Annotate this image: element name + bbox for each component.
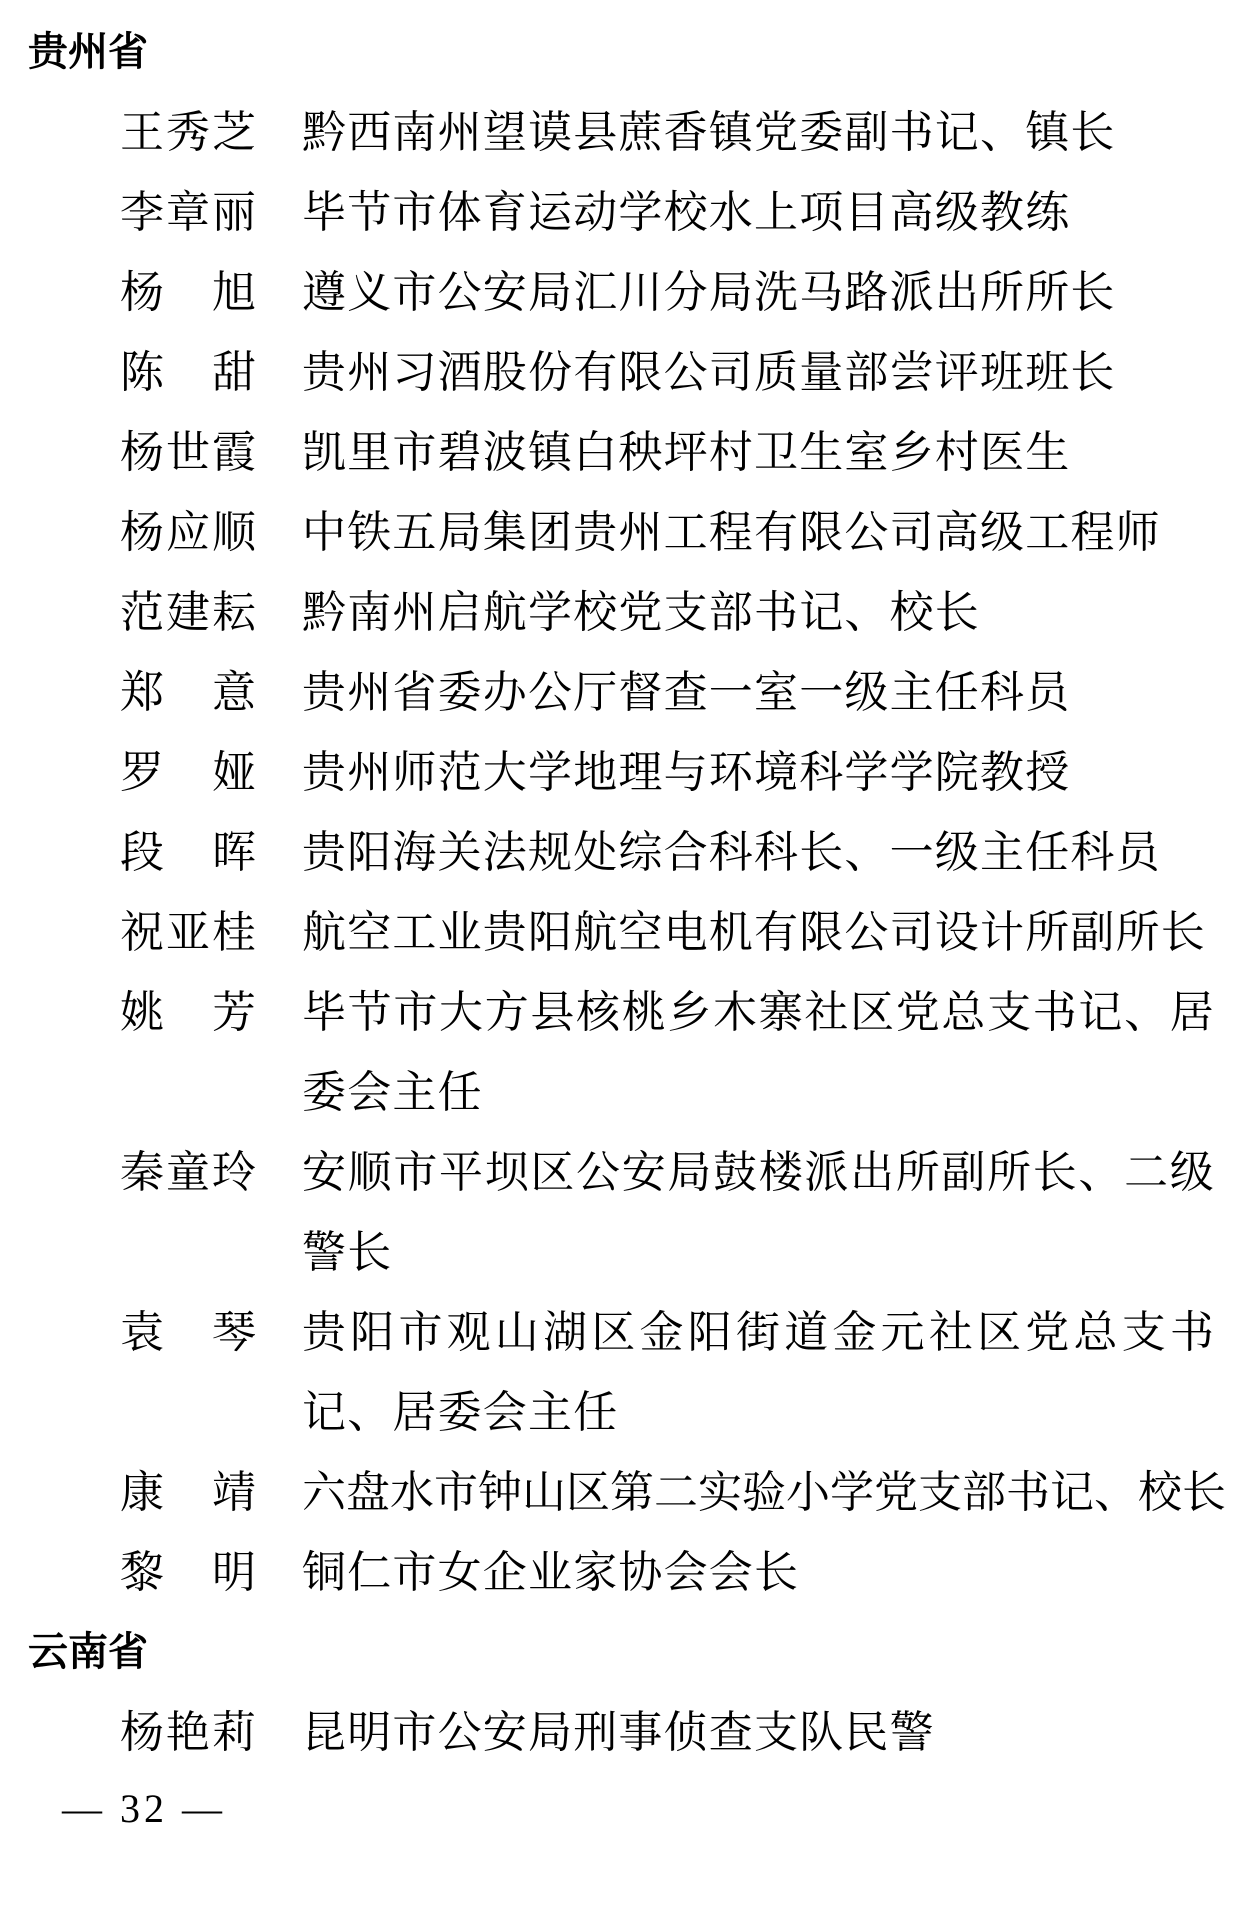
character: 节 (347, 988, 392, 1037)
character: 秀 (166, 108, 210, 157)
list-item (0, 328, 1242, 408)
entry-title-text: 铜仁市女企业家协会会长 (302, 1548, 800, 1597)
character: 陈 (120, 348, 164, 397)
entry-title (302, 408, 1214, 488)
character: 靖 (212, 1468, 256, 1517)
entry-title (302, 1128, 1214, 1288)
character: 公 (576, 1148, 621, 1197)
character: 建 (166, 588, 210, 637)
character: 市 (398, 1308, 443, 1357)
character: 区 (530, 1148, 575, 1197)
character: 娅 (212, 748, 256, 797)
character: 鼓 (713, 1148, 758, 1197)
entry-title-text: 贵州省委办公厅督查一室一级主任科员 (302, 668, 1071, 717)
entry-title-line (302, 248, 1214, 328)
entry-name (120, 568, 256, 648)
character: 秦 (120, 1148, 164, 1197)
character: 艳 (166, 1708, 210, 1757)
entry-name (120, 648, 256, 728)
character: 、 (1124, 988, 1169, 1037)
character: 道 (784, 1308, 829, 1357)
entry-title-line (302, 808, 1214, 888)
list-item (0, 1528, 1242, 1608)
character: 范 (120, 588, 164, 637)
list-item (0, 248, 1242, 328)
character: 童 (166, 1148, 210, 1197)
character: 顺 (347, 1148, 392, 1197)
character: 亚 (166, 908, 210, 957)
list-item (0, 1448, 1242, 1528)
entry-title (302, 1288, 1214, 1448)
character: 区 (850, 988, 895, 1037)
entry-title-line (302, 88, 1214, 168)
entry-title-line (302, 1288, 1214, 1368)
entry-title (302, 488, 1214, 568)
page-number (62, 1768, 1242, 1848)
character: 级 (1169, 1148, 1214, 1197)
character: 木 (713, 988, 758, 1037)
character: 社 (804, 988, 849, 1037)
entry-name (120, 88, 256, 168)
entry-title-text: 委会主任 (302, 1068, 483, 1117)
entry-title-line (302, 1688, 1214, 1768)
entry-name (120, 1528, 256, 1608)
page-number-label: — 32 — (62, 1785, 226, 1831)
entry-name (120, 488, 256, 568)
character: 市 (393, 988, 438, 1037)
entry-title (302, 568, 1214, 648)
character: 杨 (120, 428, 164, 477)
character: 山 (494, 1308, 539, 1357)
character: 所 (895, 1148, 940, 1197)
entry-title-text: 警长 (302, 1228, 393, 1277)
entry-title-text: 记、居委会主任 (302, 1388, 619, 1437)
entry-title-text: 凯里市碧波镇白秧坪村卫生室乡村医生 (302, 428, 1071, 477)
character: 长 (1032, 1148, 1077, 1197)
entry-title-line (302, 968, 1214, 1048)
character: 区 (591, 1308, 636, 1357)
character: 姚 (120, 988, 164, 1037)
character: 杨 (120, 1708, 164, 1757)
entry-name (120, 168, 256, 248)
entry-title-line (302, 1528, 1214, 1608)
character: 方 (484, 988, 529, 1037)
entry-title-line (302, 168, 1214, 248)
character: 罗 (120, 748, 164, 797)
section-header: 云南省 (28, 1629, 148, 1674)
entry-name (120, 968, 256, 1048)
entry-title-text: 航空工业贵阳航空电机有限公司设计所副所长 (302, 908, 1206, 957)
entry-title (302, 88, 1214, 168)
award-recipient-list (0, 8, 1242, 1768)
list-item (0, 888, 1242, 968)
character: 芳 (212, 988, 256, 1037)
list-item (0, 1688, 1242, 1768)
character: 居 (1169, 988, 1214, 1037)
character: 街 (735, 1308, 780, 1357)
entry-name (120, 248, 256, 328)
entry-title (302, 888, 1214, 968)
character: 玲 (212, 1148, 256, 1197)
list-item (0, 488, 1242, 568)
character: 安 (621, 1148, 666, 1197)
entry-name (120, 1688, 256, 1768)
character: 贵 (302, 1308, 346, 1357)
character: 祝 (120, 908, 164, 957)
entry-title (302, 1448, 1226, 1528)
character: 派 (804, 1148, 849, 1197)
list-item (0, 808, 1242, 888)
character: 党 (895, 988, 940, 1037)
entry-title-text: 遵义市公安局汇川分局洗马路派出所所长 (302, 268, 1116, 317)
entry-name (120, 888, 256, 968)
entry-title (302, 1688, 1214, 1768)
character: 章 (166, 188, 210, 237)
character: 应 (166, 508, 210, 557)
entry-title-text: 黔南州启航学校党支部书记、校长 (302, 588, 980, 637)
character: 书 (1169, 1308, 1214, 1357)
character: 甜 (212, 348, 256, 397)
entry-name (120, 328, 256, 408)
character: 杨 (120, 268, 164, 317)
character: 县 (530, 988, 575, 1037)
entry-title-line (302, 888, 1214, 968)
character: 金 (832, 1308, 877, 1357)
entry-title (302, 648, 1214, 728)
character: 杨 (120, 508, 164, 557)
character: 坝 (484, 1148, 529, 1197)
character: 乡 (667, 988, 712, 1037)
character: 书 (1032, 988, 1077, 1037)
entry-title-text: 六盘水市钟山区第二实验小学党支部书记、校长 (302, 1468, 1226, 1517)
entry-title-line (302, 1368, 1214, 1448)
character: 顺 (212, 508, 256, 557)
list-item (0, 1128, 1242, 1288)
character: 核 (576, 988, 621, 1037)
character: 支 (987, 988, 1032, 1037)
entry-title-text: 贵州师范大学地理与环境科学学院教授 (302, 748, 1071, 797)
entry-title (302, 168, 1214, 248)
character: 毕 (302, 988, 346, 1037)
entry-title-line (302, 408, 1214, 488)
character: 区 (977, 1308, 1022, 1357)
character: 丽 (212, 188, 256, 237)
entry-title-line (302, 488, 1214, 568)
character: 郑 (120, 668, 164, 717)
entry-title-text: 黔西南州望谟县蔗香镇党委副书记、镇长 (302, 108, 1116, 157)
entry-name (120, 1448, 256, 1528)
character: 晖 (212, 828, 256, 877)
entry-title-text: 毕节市体育运动学校水上项目高级教练 (302, 188, 1071, 237)
character: 湖 (543, 1308, 588, 1357)
character: 观 (446, 1308, 491, 1357)
character: 金 (639, 1308, 684, 1357)
list-item (0, 408, 1242, 488)
list-item (0, 968, 1242, 1128)
character: 琴 (212, 1308, 256, 1357)
entry-title-line (302, 1448, 1226, 1528)
character: 黎 (120, 1548, 164, 1597)
character: 莉 (212, 1708, 256, 1757)
character: 阳 (350, 1308, 395, 1357)
entry-title (302, 808, 1214, 888)
character: 王 (120, 108, 164, 157)
character: 党 (1025, 1308, 1070, 1357)
entry-name (120, 408, 256, 488)
character: 社 (928, 1308, 973, 1357)
list-item (0, 728, 1242, 808)
entry-title (302, 728, 1214, 808)
list-item (0, 568, 1242, 648)
character: 阳 (687, 1308, 732, 1357)
entry-title (302, 1528, 1214, 1608)
character: 所 (987, 1148, 1032, 1197)
entry-title-line (302, 328, 1214, 408)
character: 世 (166, 428, 210, 477)
entry-name (120, 1288, 256, 1368)
character: 芝 (212, 108, 256, 157)
character: 楼 (758, 1148, 803, 1197)
character: 安 (302, 1148, 346, 1197)
entry-name (120, 728, 256, 808)
entry-title (302, 968, 1214, 1128)
character: 寨 (758, 988, 803, 1037)
list-item (0, 1288, 1242, 1448)
character: 袁 (120, 1308, 164, 1357)
entry-title-text: 中铁五局集团贵州工程有限公司高级工程师 (302, 508, 1161, 557)
character: 明 (212, 1548, 256, 1597)
character: 局 (667, 1148, 712, 1197)
entry-title (302, 328, 1214, 408)
section-header: 贵州省 (28, 29, 148, 74)
character: 、 (1078, 1148, 1123, 1197)
list-item (0, 648, 1242, 728)
character: 副 (941, 1148, 986, 1197)
entry-name (120, 808, 256, 888)
character: 市 (393, 1148, 438, 1197)
list-item (0, 88, 1242, 168)
entry-title-line (302, 1128, 1214, 1208)
entry-title (302, 248, 1214, 328)
character: 出 (850, 1148, 895, 1197)
entry-title-text: 贵阳海关法规处综合科科长、一级主任科员 (302, 828, 1161, 877)
character: 段 (120, 828, 164, 877)
character: 平 (439, 1148, 484, 1197)
character: 总 (941, 988, 986, 1037)
character: 元 (880, 1308, 925, 1357)
character: 桃 (621, 988, 666, 1037)
character: 记 (1078, 988, 1123, 1037)
entry-title-line (302, 728, 1214, 808)
entry-title-text: 贵州习酒股份有限公司质量部尝评班班长 (302, 348, 1116, 397)
list-item (0, 168, 1242, 248)
character: 二 (1124, 1148, 1169, 1197)
character: 意 (212, 668, 256, 717)
entry-title-text: 昆明市公安局刑事侦查支队民警 (302, 1708, 935, 1757)
character: 桂 (212, 908, 256, 957)
character: 总 (1073, 1308, 1118, 1357)
character: 耘 (212, 588, 256, 637)
entry-title-line (302, 1208, 1214, 1288)
character: 旭 (212, 268, 256, 317)
entry-name (120, 1128, 256, 1208)
character: 霞 (212, 428, 256, 477)
character: 支 (1121, 1308, 1166, 1357)
character: 李 (120, 188, 164, 237)
character: 大 (439, 988, 484, 1037)
entry-title-line (302, 648, 1214, 728)
character: 康 (120, 1468, 164, 1517)
entry-title-line (302, 1048, 1214, 1128)
entry-title-line (302, 568, 1214, 648)
